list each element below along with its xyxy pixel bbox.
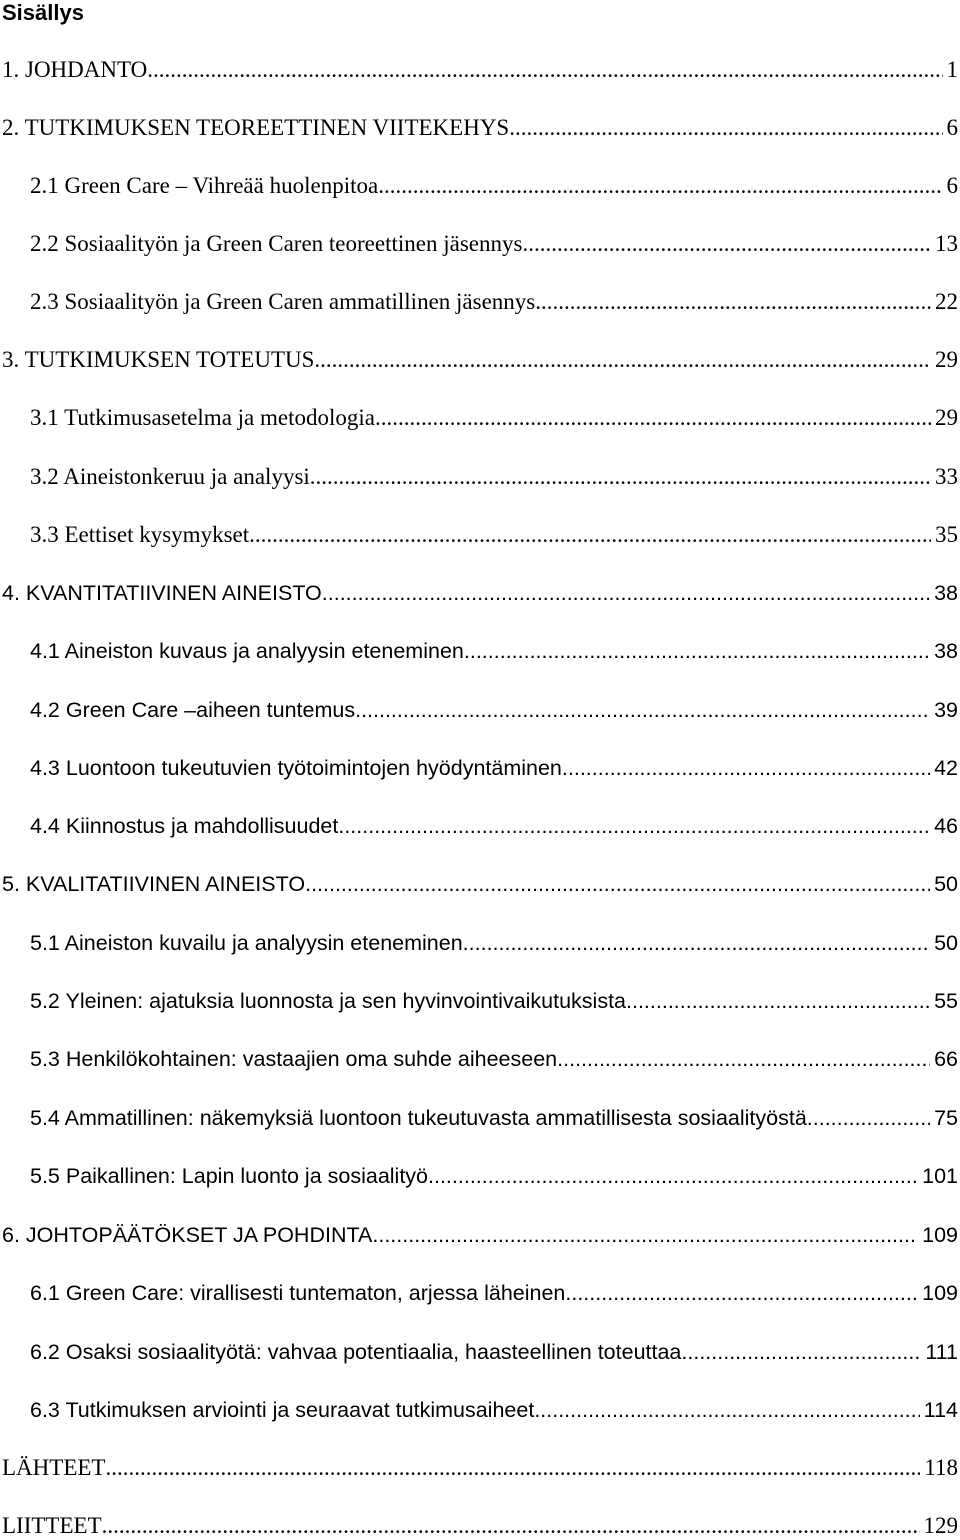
toc-entry[interactable] bbox=[30, 288, 958, 316]
toc-entry[interactable] bbox=[30, 172, 958, 200]
toc-entry-page-number: 35 bbox=[935, 522, 958, 547]
dot-leader bbox=[534, 1396, 919, 1424]
toc-entry[interactable] bbox=[30, 1338, 958, 1366]
toc-entry-title: 4.4 Kiinnostus ja mahdollisuudet bbox=[30, 814, 339, 838]
toc-entry[interactable] bbox=[30, 696, 958, 724]
toc-entry-title: 3.3 Eettiset kysymykset bbox=[30, 522, 250, 547]
toc-entry[interactable] bbox=[2, 346, 958, 374]
dot-leader bbox=[807, 1104, 930, 1132]
dot-leader bbox=[314, 346, 931, 374]
toc-entry-title: 5.4 Ammatillinen: näkemyksiä luontoon tukeutuvasta ammatillisesta sosiaalityöstä bbox=[30, 1106, 807, 1130]
toc-entry-title: 4.2 Green Care –aiheen tuntemus bbox=[30, 698, 356, 722]
dot-leader bbox=[565, 1279, 918, 1307]
dot-leader bbox=[464, 637, 930, 665]
toc-entry[interactable] bbox=[30, 1162, 958, 1190]
toc-entry-page-number: 42 bbox=[934, 756, 958, 780]
dot-leader bbox=[428, 1162, 918, 1190]
toc-entry-page-number: 6 bbox=[946, 115, 958, 140]
toc-entry-title: 5.3 Henkilökohtainen: vastaajien oma suhde aiheeseen bbox=[30, 1047, 558, 1071]
dot-leader bbox=[310, 463, 931, 491]
dot-leader bbox=[249, 521, 931, 549]
toc-entry-title: 1. JOHDANTO bbox=[2, 57, 148, 82]
toc-entry[interactable] bbox=[30, 637, 958, 665]
toc-entry[interactable] bbox=[2, 870, 958, 898]
toc-entry-title: 3. TUTKIMUKSEN TOTEUTUS bbox=[2, 347, 315, 372]
toc-entry[interactable] bbox=[30, 230, 958, 258]
dot-leader bbox=[535, 288, 931, 316]
toc-entry-page-number: 38 bbox=[934, 581, 958, 605]
toc-entry[interactable] bbox=[30, 1279, 958, 1307]
dot-leader bbox=[378, 172, 942, 200]
toc-entry[interactable] bbox=[30, 1045, 958, 1073]
toc-entry-title: 6.3 Tutkimuksen arviointi ja seuraavat tutkimusaiheet bbox=[30, 1398, 535, 1422]
dot-leader bbox=[463, 929, 930, 957]
toc-entry-page-number: 38 bbox=[934, 639, 958, 663]
dot-leader bbox=[509, 114, 942, 142]
dot-leader bbox=[522, 230, 931, 258]
toc-entry[interactable] bbox=[30, 404, 958, 432]
toc-entry-page-number: 75 bbox=[934, 1106, 958, 1130]
toc-entry-page-number: 29 bbox=[935, 347, 958, 372]
toc-entry-page-number: 46 bbox=[934, 814, 958, 838]
toc-entry[interactable] bbox=[30, 754, 958, 782]
toc-entry-title: 4. KVANTITATIIVINEN AINEISTO bbox=[2, 581, 322, 605]
toc-entry-page-number: 109 bbox=[922, 1281, 958, 1305]
toc-entry[interactable] bbox=[2, 56, 958, 84]
toc-entry-title: 3.2 Aineistonkeruu ja analyysi bbox=[30, 464, 310, 489]
toc-entry-title: 4.3 Luontoon tukeutuvien työtoimintojen hyödyntäminen bbox=[30, 756, 562, 780]
toc-entry-page-number: 6 bbox=[946, 173, 958, 198]
dot-leader bbox=[105, 1454, 920, 1482]
dot-leader bbox=[562, 754, 930, 782]
toc-entry[interactable] bbox=[30, 463, 958, 491]
toc-entry-title: 6.2 Osaksi sosiaalityötä: vahvaa potentiaalia, haasteellinen toteuttaa bbox=[30, 1340, 682, 1364]
toc-entry[interactable] bbox=[30, 521, 958, 549]
toc-entry-page-number: 33 bbox=[935, 464, 958, 489]
toc-entry[interactable] bbox=[30, 1396, 958, 1424]
toc-entry[interactable] bbox=[2, 1512, 958, 1540]
toc-entry-title: 2.3 Sosiaalityön ja Green Caren ammatillinen jäsennys bbox=[30, 289, 536, 314]
toc-entry[interactable] bbox=[30, 987, 958, 1015]
toc-entry-title: 2. TUTKIMUKSEN TEOREETTINEN VIITEKEHYS bbox=[2, 115, 510, 140]
toc-entry-page-number: 50 bbox=[934, 931, 958, 955]
toc-entry[interactable] bbox=[30, 812, 958, 840]
dot-leader bbox=[557, 1045, 930, 1073]
toc-entry-title: 6. JOHTOPÄÄTÖKSET JA POHDINTA bbox=[2, 1223, 373, 1247]
toc-entry-page-number: 101 bbox=[922, 1164, 958, 1188]
toc-entry[interactable] bbox=[2, 1221, 958, 1249]
toc-entry-title: 5.5 Paikallinen: Lapin luonto ja sosiaalityö bbox=[30, 1164, 429, 1188]
dot-leader bbox=[375, 404, 931, 432]
toc-entry-page-number: 114 bbox=[923, 1398, 958, 1422]
dot-leader bbox=[681, 1338, 921, 1366]
page-title: Sisällys bbox=[2, 0, 84, 25]
toc-entry[interactable] bbox=[2, 579, 958, 607]
dot-leader bbox=[355, 696, 930, 724]
toc-entry-title: LIITTEET bbox=[2, 1513, 102, 1538]
toc-entry-title: 3.1 Tutkimusasetelma ja metodologia bbox=[30, 405, 375, 430]
toc-entry-title: 6.1 Green Care: virallisesti tuntematon, arjessa läheinen bbox=[30, 1281, 566, 1305]
toc-entry[interactable] bbox=[30, 1104, 958, 1132]
toc-entry-title: LÄHTEET bbox=[2, 1455, 106, 1480]
toc-entry-page-number: 39 bbox=[934, 698, 958, 722]
toc-entry-page-number: 50 bbox=[934, 872, 958, 896]
toc-entry-page-number: 22 bbox=[935, 289, 958, 314]
dot-leader bbox=[305, 870, 930, 898]
toc-entry-title: 2.1 Green Care – Vihreää huolenpitoa bbox=[30, 173, 379, 198]
toc-entry-title: 4.1 Aineiston kuvaus ja analyysin eteneminen bbox=[30, 639, 464, 663]
toc-entry-page-number: 111 bbox=[925, 1340, 958, 1364]
toc-entry-title: 5.1 Aineiston kuvailu ja analyysin eteneminen bbox=[30, 931, 463, 955]
toc-entry[interactable] bbox=[2, 1454, 958, 1482]
toc-entry[interactable] bbox=[30, 929, 958, 957]
toc-entry-page-number: 55 bbox=[934, 989, 958, 1013]
toc-entry[interactable] bbox=[2, 114, 958, 142]
toc-entry-page-number: 29 bbox=[935, 405, 958, 430]
toc-entry-page-number: 13 bbox=[935, 231, 958, 256]
dot-leader bbox=[626, 987, 930, 1015]
toc-entry-title: 5. KVALITATIIVINEN AINEISTO bbox=[2, 872, 306, 896]
toc-entry-title: 2.2 Sosiaalityön ja Green Caren teoreettinen jäsennys bbox=[30, 231, 523, 256]
dot-leader bbox=[322, 579, 930, 607]
dot-leader bbox=[372, 1221, 918, 1249]
toc-entry-page-number: 109 bbox=[922, 1223, 958, 1247]
toc-entry-page-number: 1 bbox=[946, 57, 958, 82]
toc-entry-page-number: 129 bbox=[923, 1513, 958, 1538]
dot-leader bbox=[102, 1512, 920, 1540]
toc-entry-title: 5.2 Yleinen: ajatuksia luonnosta ja sen hyvinvointivaikutuksista bbox=[30, 989, 626, 1013]
toc-entry-page-number: 66 bbox=[934, 1047, 958, 1071]
dot-leader bbox=[338, 812, 930, 840]
toc-entry-page-number: 118 bbox=[924, 1455, 958, 1480]
dot-leader bbox=[147, 56, 942, 84]
